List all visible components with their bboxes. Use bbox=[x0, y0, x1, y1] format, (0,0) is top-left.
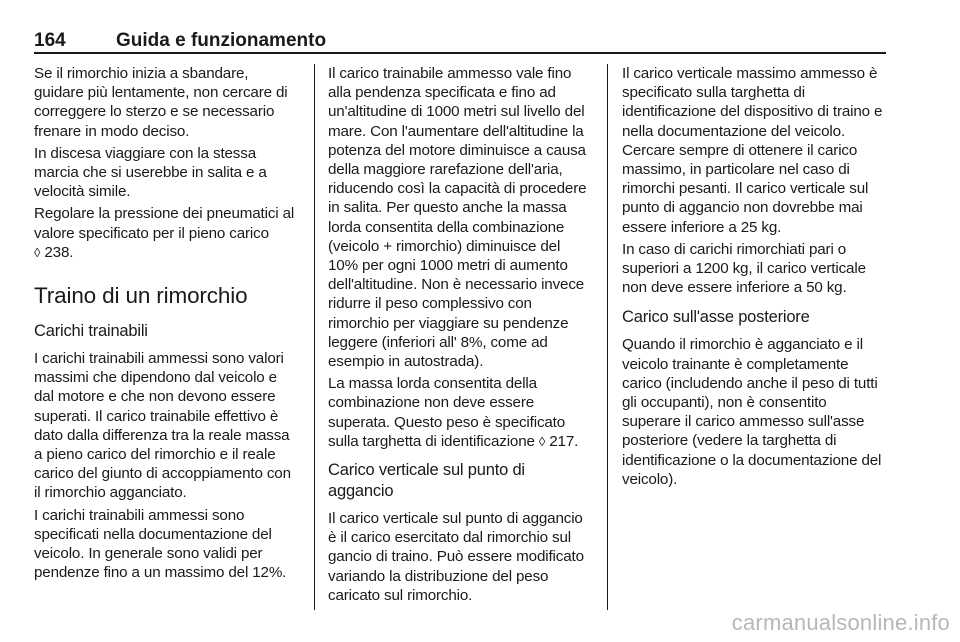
paragraph-text: La massa lorda consentita della combinazione non deve essere superata. Questo peso è specificato sulla targhetta di identificazione bbox=[328, 375, 566, 450]
column-divider bbox=[314, 64, 315, 610]
paragraph: I carichi trainabili ammessi sono valori massimi che dipendono dal veicolo e dal motore e che non devono essere superati. Il carico trainabile effettivo è dato dalla differenza tra la reale massa a pieno carico del rimorchio e il reale carico del giunto di accoppiamento con il rimorchio agganciato. bbox=[34, 350, 291, 502]
column-divider bbox=[607, 64, 608, 610]
paragraph-text: Regolare la pressione dei pneumatici al valore specificato per il pieno carico bbox=[34, 205, 295, 242]
paragraph: In caso di carichi rimorchiati pari o superiori a 1200 kg, il carico verticale non deve essere inferiore a 50 kg. bbox=[622, 240, 866, 297]
reference-arrow-icon: ◊ bbox=[538, 433, 546, 449]
paragraph: I carichi trainabili ammessi sono specificati nella documentazione del veicolo. In generale sono validi per pendenze fino a un massimo del 12%. bbox=[34, 506, 287, 582]
subsection-heading: Carico verticale sul punto di aggancio bbox=[328, 461, 525, 501]
watermark: carmanualsonline.info bbox=[731, 610, 950, 635]
running-title: Guida e funzionamento bbox=[116, 30, 327, 51]
column-3 bbox=[622, 64, 888, 492]
reference-arrow-icon: ◊ bbox=[34, 244, 41, 260]
subsection-heading: Carico sull'asse posteriore bbox=[622, 308, 810, 327]
page-number: 164 bbox=[34, 30, 66, 51]
subsection-heading: Carichi trainabili bbox=[34, 322, 148, 341]
paragraph: Il carico trainabile ammesso vale fino alla pendenza specificata e fino ad un'altitudine di 1000 metri sul livello del mare. Con l'aumentare dell'altitudine la potenza del motore diminuisce a causa della maggiore rarefazione dell'aria, riducendo così la capacità di procedere in salita. Per questo anche la massa lorda consentita della combinazione (veicolo + rimorchio) diminuisce del 10% per ogni 1000 metri di aumento dell'altitudine. Non è necessario invece ridurre il peso complessivo con rimorchio per viaggiare su pendenze leggere (inferiori all' 8%, come ad esempio in autostrada). bbox=[328, 65, 587, 371]
paragraph: Quando il rimorchio è agganciato e il veicolo trainante è completamente carico (includendo anche il peso di tutti gli occupanti), non è consentito superare il carico ammesso sull'asse posteriore (vedere la targhetta di identificazione o la documentazione del veicolo). bbox=[622, 336, 882, 488]
page-reference[interactable] bbox=[34, 244, 73, 261]
section-heading: Traino di un rimorchio bbox=[34, 283, 248, 309]
page-header bbox=[34, 30, 886, 52]
column-2 bbox=[328, 64, 592, 608]
paragraph: Se il rimorchio inizia a sbandare, guidare più lentamente, non cercare di correggere lo sterzo e se necessario frenare in modo deciso. bbox=[34, 65, 288, 140]
paragraph: Il carico verticale massimo ammesso è specificato sulla targhetta di identificazione del dispositivo di traino e nella documentazione del veicolo. Cercare sempre di ottenere il carico massimo, in particolare nel caso di rimorchi pesanti. Il carico verticale sul punto di aggancio non dovrebbe mai essere inferiore a 25 kg. bbox=[622, 65, 883, 236]
paragraph: In discesa viaggiare con la stessa marcia che si userebbe in salita e a velocità simile. bbox=[34, 144, 267, 201]
paragraph bbox=[34, 204, 300, 262]
header-rule bbox=[34, 52, 886, 54]
paragraph: Il carico verticale sul punto di aggancio è il carico esercitato dal rimorchio sul gancio di traino. Può essere modificato variando la distribuzione del peso caricato sul rimorchio. bbox=[328, 510, 584, 604]
page-reference[interactable] bbox=[539, 433, 578, 450]
reference-page: 217. bbox=[549, 432, 579, 450]
reference-page: 238. bbox=[44, 243, 74, 261]
paragraph bbox=[328, 374, 592, 451]
column-1 bbox=[34, 64, 300, 585]
